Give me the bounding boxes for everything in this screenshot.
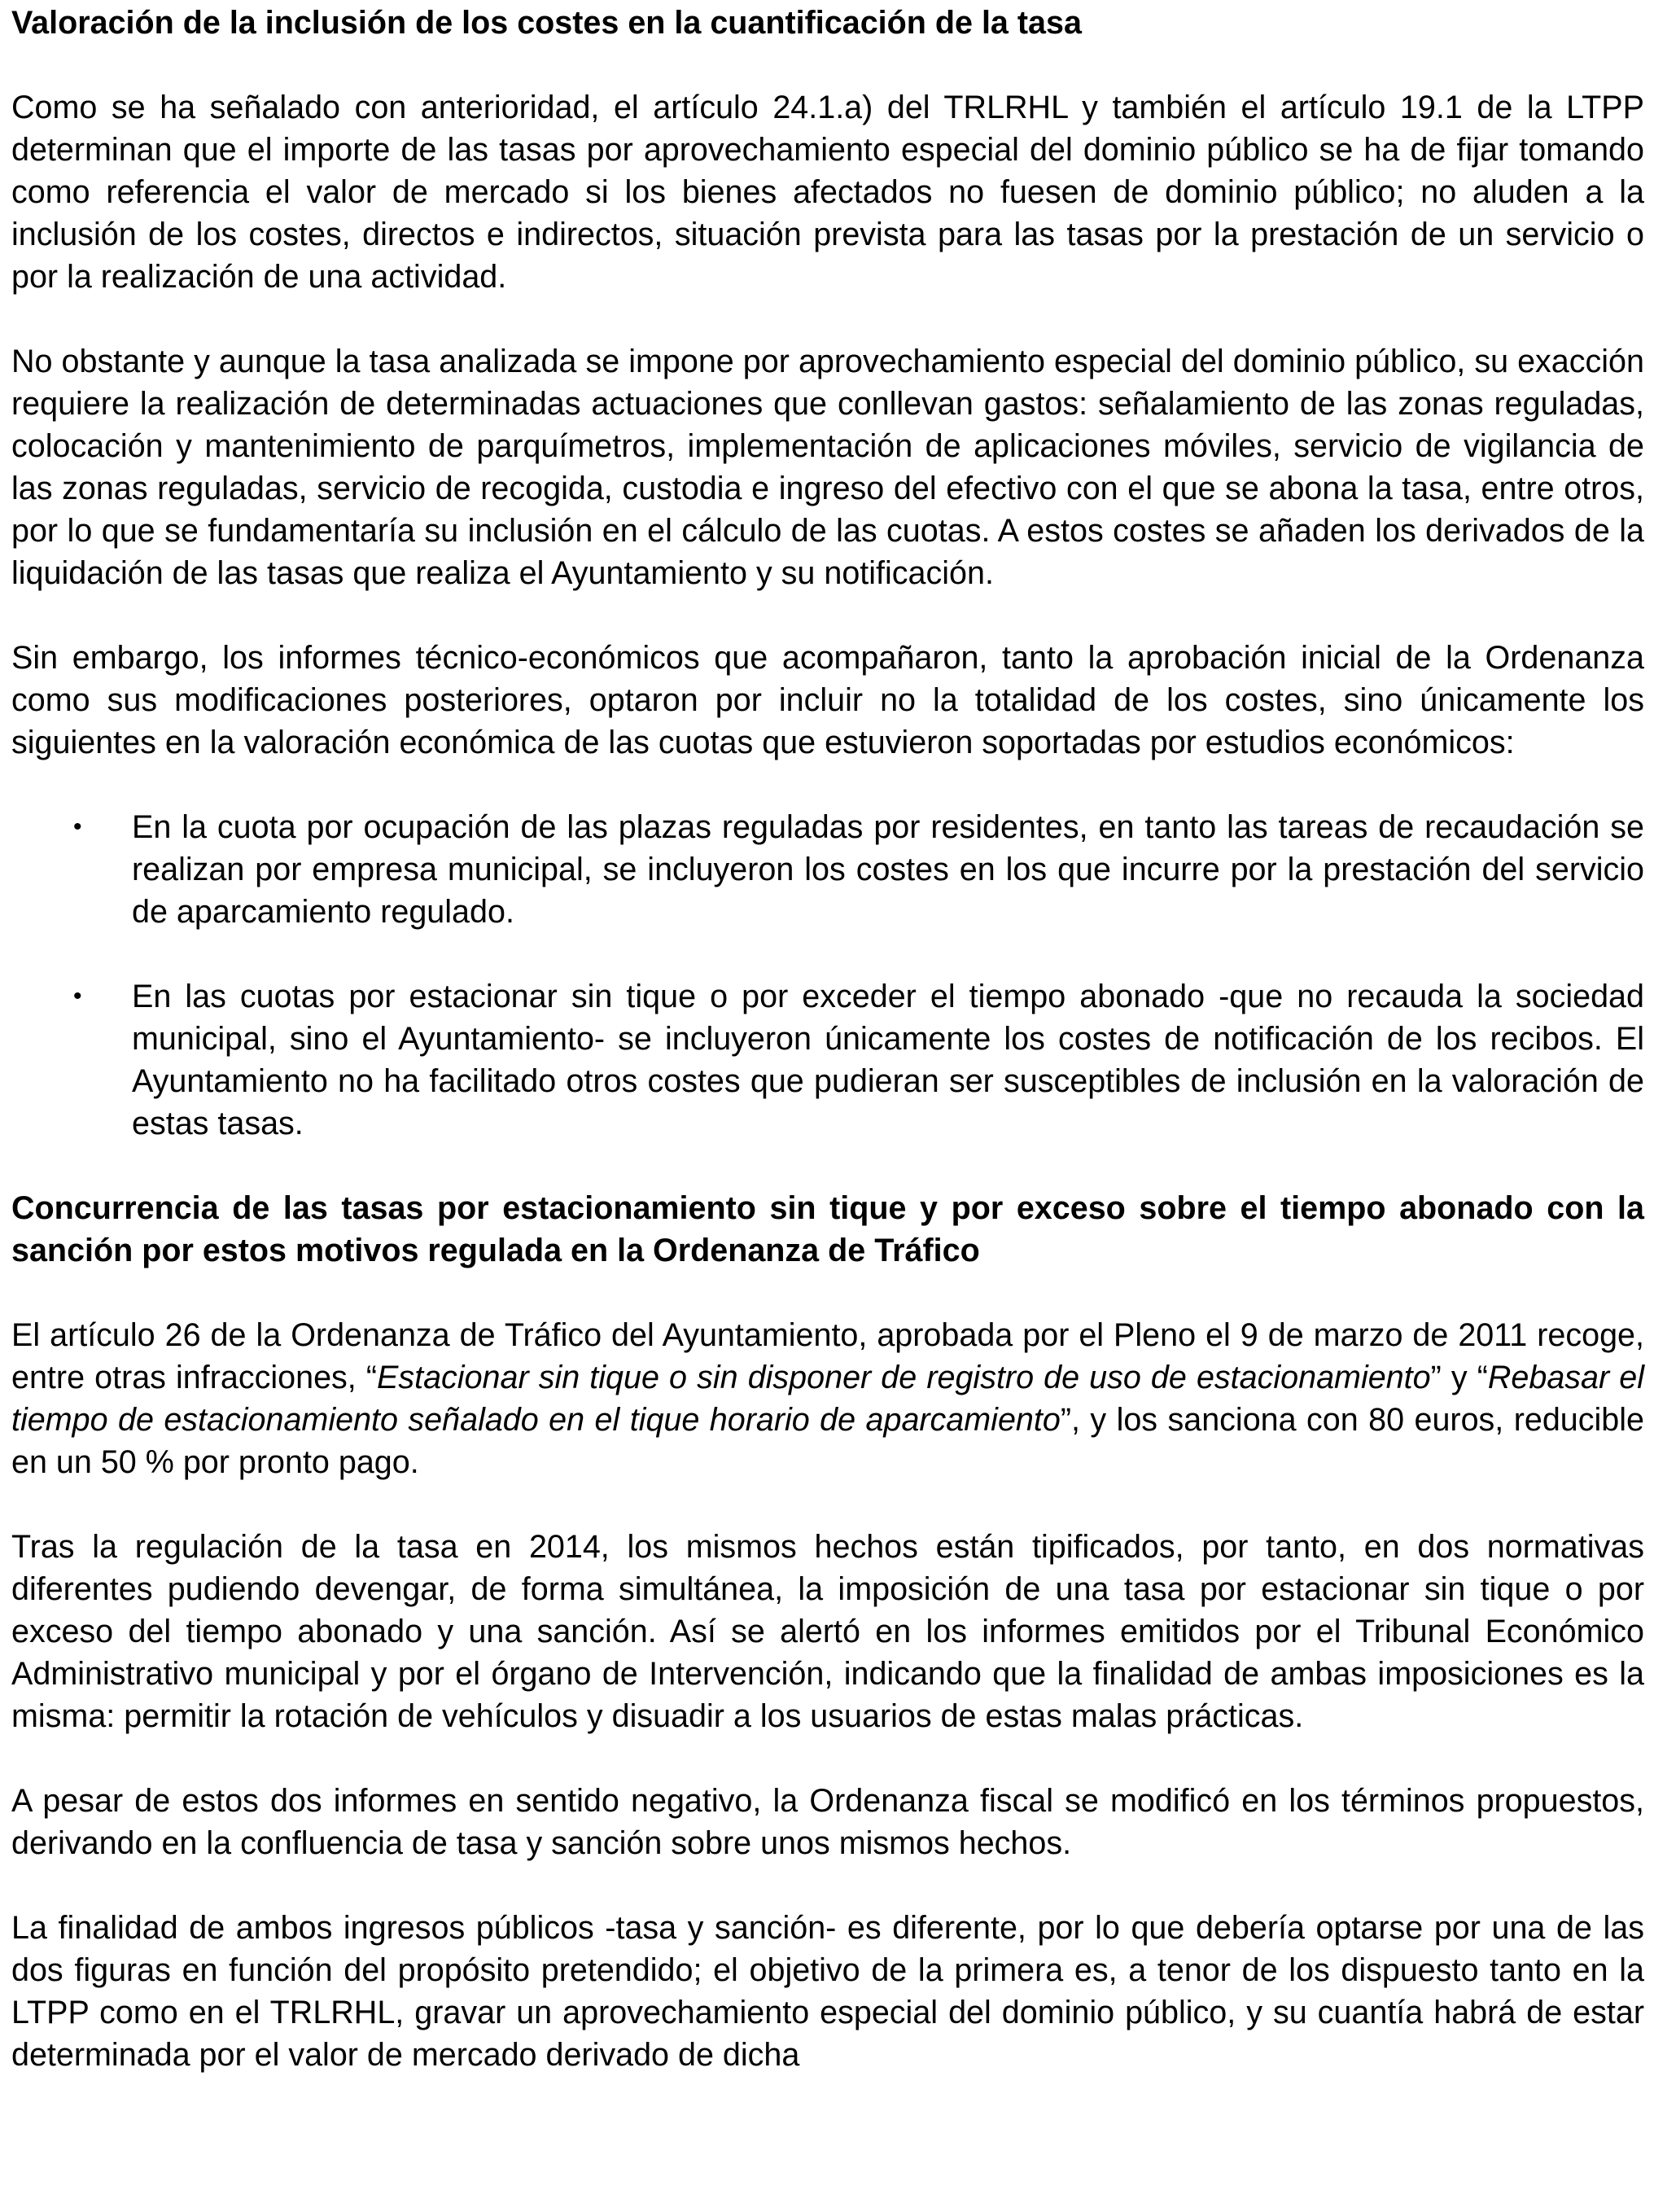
section-heading-concurrence: Concurrencia de las tasas por estacionamiento sin tique y por exceso sobre el tiempo abonado con la sanción por estos motivos regulada en la Ordenanza de Tráfico: [11, 1190, 1644, 1268]
text-run: ” y “: [1430, 1360, 1488, 1395]
list-item: [11, 806, 1644, 933]
text-run: El artículo 26 de la Ordenanza de Tráfico del Ayuntamiento, aprobada por el Pleno el 9 de marzo de 2011 recoge, entre otras infracciones, “: [11, 1317, 1644, 1395]
section-heading-cost-valuation: Valoración de la inclusión de los costes en la cuantificación de la tasa: [11, 5, 1082, 41]
paragraph-ordinance-modified: A pesar de estos dos informes en sentido negativo, la Ordenanza fiscal se modificó en los términos propuestos, derivando en la confluencia de tasa y sanción sobre unos mismos hechos.: [11, 1783, 1644, 1861]
text-run: ”, y los sanciona con 80 euros, reducible en un 50 % por pronto pago.: [11, 1402, 1644, 1480]
paragraph-collection-costs: No obstante y aunque la tasa analizada se impone por aprovechamiento especial del dominio público, su exacción requiere la realización de determinadas actuaciones que conllevan gastos: señalamiento de las zonas reguladas, colocación y mantenimiento de parquímetros, implementación de aplicaciones móviles, servicio de vigilancia de las zonas reguladas, servicio de recogida, custodia e ingreso del efectivo con el que se abona la tasa, entre otros, por lo que se fundamentaría su inclusión en el cálculo de las cuotas. A estos costes se añaden los derivados de la liquidación de las tasas que realiza el Ayuntamiento y su notificación.: [11, 344, 1644, 591]
quoted-infraction-2: Rebasar el tiempo de estacionamiento señalado en el tique horario de aparcamiento: [11, 1360, 1644, 1438]
bullet-icon: •: [73, 813, 82, 840]
paragraph-legal-basis: Como se ha señalado con anterioridad, el artículo 24.1.a) del TRLRHL y también el artículo 19.1 de la LTPP determinan que el importe de las tasas por aprovechamiento especial del dominio público se ha de fijar tomando como referencia el valor de mercado si los bienes afectados no fuesen de dominio público; no aluden a la inclusión de los costes, directos e indirectos, situación prevista para las tasas por la prestación de un servicio o por la realización de una actividad.: [11, 90, 1644, 295]
quoted-infraction-1: Estacionar sin tique o sin disponer de registro de uso de estacionamiento: [377, 1360, 1431, 1395]
cost-inclusion-list: [11, 806, 1644, 1145]
document-page: [11, 0, 1644, 2076]
list-item-text: En las cuotas por estacionar sin tique o por exceder el tiempo abonado -que no recauda la sociedad municipal, sino el Ayuntamiento- se incluyeron únicamente los costes de notificación de los recibos. El Ayuntamiento no ha facilitado otros costes que pudieran ser susceptibles de inclusión en la valoración de estas tasas.: [132, 979, 1644, 1141]
paragraph-double-regulation: Tras la regulación de la tasa en 2014, los mismos hechos están tipificados, por tanto, en dos normativas diferentes pudiendo devengar, de forma simultánea, la imposición de una tasa por estacionar sin tique o por exceso del tiempo abonado y una sanción. Así se alertó en los informes emitidos por el Tribunal Económico Administrativo municipal y por el órgano de Intervención, indicando que la finalidad de ambas imposiciones es la misma: permitir la rotación de vehículos y disuadir a los usuarios de estas malas prácticas.: [11, 1529, 1644, 1734]
list-item-text: En la cuota por ocupación de las plazas reguladas por residentes, en tanto las tareas de recaudación se realizan por empresa municipal, se incluyeron los costes en los que incurre por la prestación del servicio de aparcamiento regulado.: [132, 809, 1644, 930]
paragraph-traffic-ordinance: [11, 1314, 1644, 1483]
list-item: [11, 975, 1644, 1145]
bullet-icon: •: [73, 983, 82, 1010]
paragraph-economic-reports: Sin embargo, los informes técnico-económicos que acompañaron, tanto la aprobación inicial de la Ordenanza como sus modificaciones posteriores, optaron por incluir no la totalidad de los costes, sino únicamente los siguientes en la valoración económica de las cuotas que estuvieron soportadas por estudios económicos:: [11, 640, 1644, 760]
paragraph-different-purpose: La finalidad de ambos ingresos públicos -tasa y sanción- es diferente, por lo que debería optarse por una de las dos figuras en función del propósito pretendido; el objetivo de la primera es, a tenor de los dispuesto tanto en la LTPP como en el TRLRHL, gravar un aprovechamiento especial del dominio público, y su cuantía habrá de estar determinada por el valor de mercado derivado de dicha: [11, 1910, 1644, 2073]
